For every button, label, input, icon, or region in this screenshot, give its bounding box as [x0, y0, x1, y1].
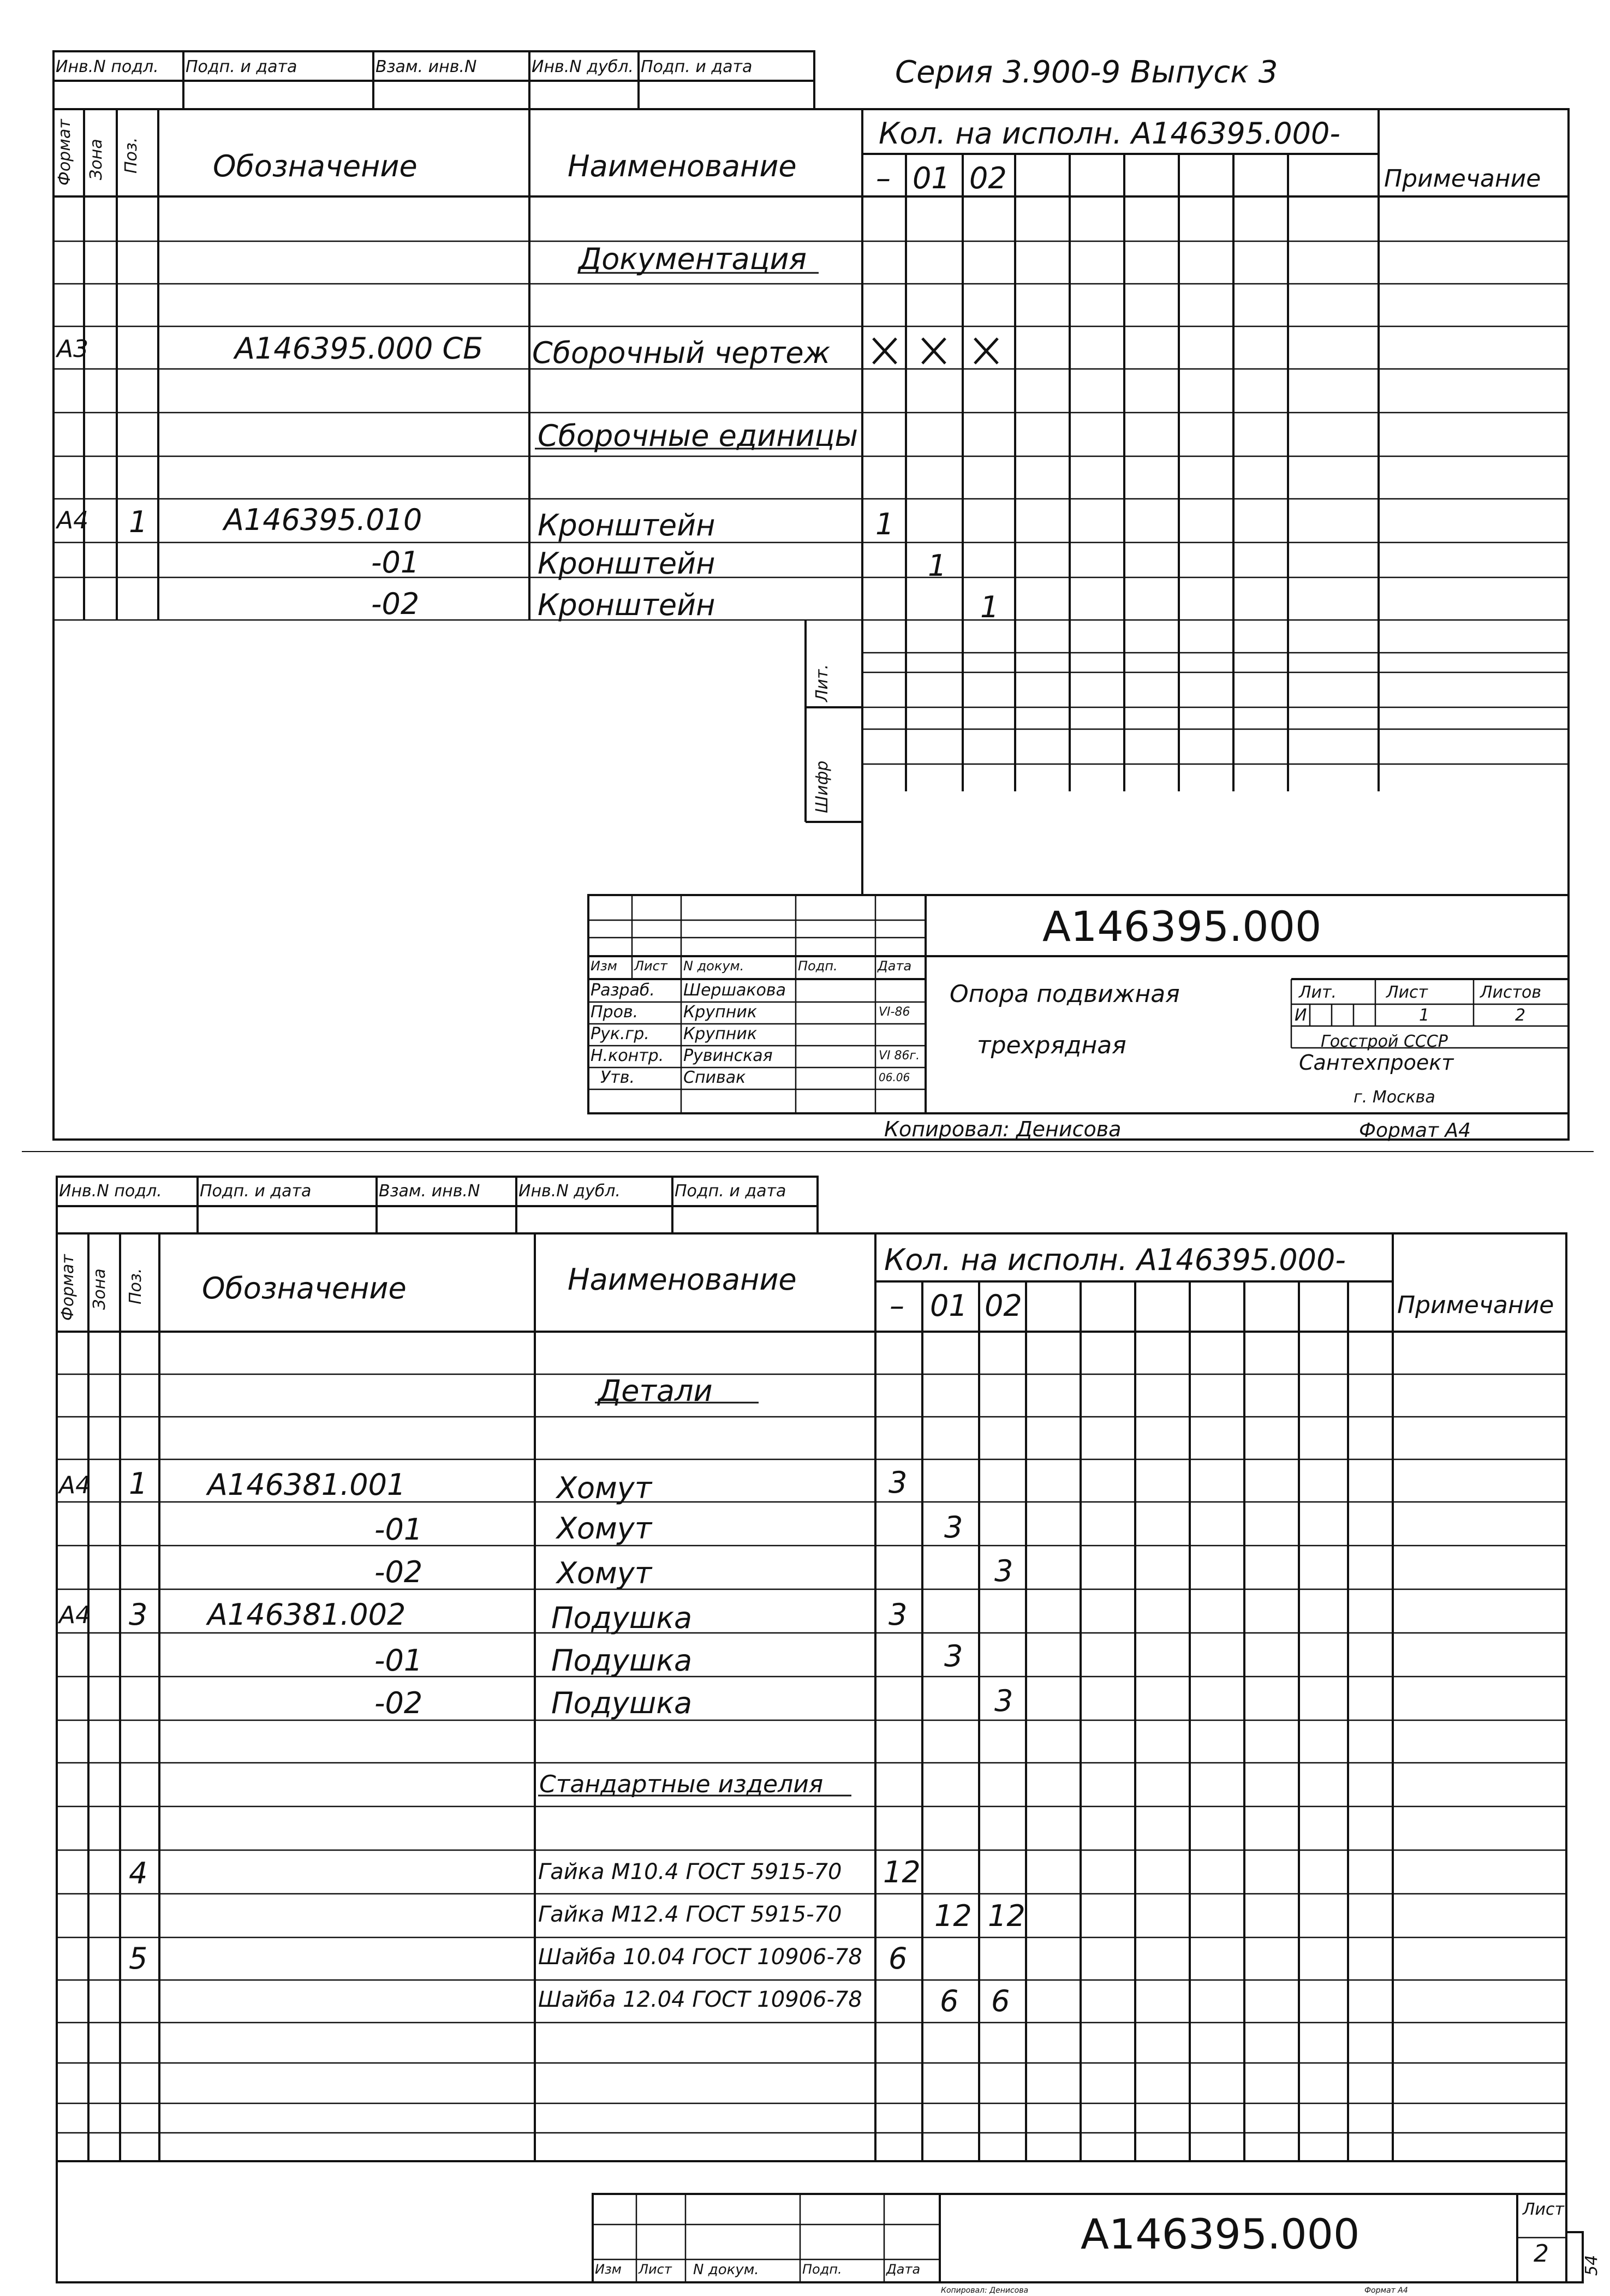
s1-row4-q1: 1: [928, 548, 947, 583]
s1-role-4-date: 06.06: [879, 1071, 910, 1084]
s2-row9-q2: 12: [988, 1899, 1025, 1933]
s2-row9-name: Гайка М12.4 ГОСТ 5915-70: [538, 1902, 842, 1927]
s2-col-date: Дата: [886, 2262, 921, 2277]
s2-header-qty: Кол. на исполн. А146395.000-: [884, 1243, 1346, 1277]
header-zone: Зона: [87, 139, 106, 180]
s2-row9-q1: 12: [934, 1899, 972, 1933]
s2-row0-name: Детали: [598, 1374, 713, 1408]
stamp-sign-date-label: Подп. и дата: [186, 57, 297, 76]
s2-header-qty-1: 01: [930, 1289, 968, 1323]
s2-row6-designation: -02: [374, 1686, 423, 1720]
s2-header-name: Наименование: [568, 1262, 797, 1297]
s1-doc-number: А146395.000: [1042, 902, 1322, 951]
s1-role-4: Утв.: [600, 1068, 635, 1087]
s1-row4-name: Кронштейн: [538, 546, 715, 581]
s1-col-date: Дата: [878, 958, 912, 974]
s2-header-qty-0: –: [890, 1289, 904, 1323]
s2-row5-designation: -01: [374, 1643, 423, 1678]
s1-role-3-name: Рувинская: [683, 1046, 773, 1065]
s1-role-4-name: Спивак: [683, 1068, 746, 1087]
s1-role-0: Разраб.: [591, 981, 655, 1000]
s1-role-3-date: VI 86г.: [879, 1049, 920, 1063]
s1-col-list: Лист: [634, 958, 667, 974]
s2-header-zone: Зона: [90, 1268, 109, 1310]
s1-row4-designation: -01: [371, 545, 420, 580]
s1-format: Формат А4: [1359, 1119, 1471, 1142]
s1-row1-format: А3: [57, 335, 89, 363]
s2-header-format: Формат: [58, 1254, 77, 1321]
series-header: Серия 3.900-9 Выпуск 3: [895, 55, 1278, 90]
stamp2-sign-date2-label: Подп. и дата: [675, 1182, 786, 1201]
s2-row4-q0: 3: [889, 1597, 908, 1632]
s1-row5-q2: 1: [980, 590, 999, 624]
header-qty-2: 02: [969, 161, 1007, 195]
stamp-inv-label: Инв.N подл.: [56, 57, 159, 76]
s1-row0-name: Документация: [579, 242, 807, 276]
s2-header-note: Примечание: [1397, 1291, 1554, 1319]
s1-sheet-value: 1: [1419, 1006, 1430, 1025]
margin-number: 54: [1582, 2255, 1601, 2276]
s2-col-sign: Подп.: [802, 2262, 842, 2277]
s2-row5-q1: 3: [944, 1639, 963, 1673]
s2-row6-name: Подушка: [551, 1686, 693, 1720]
s2-row11-q1: 6: [940, 1984, 959, 2018]
s2-row7-name: Стандартные изделия: [539, 1770, 824, 1798]
s2-row11-name: Шайба 12.04 ГОСТ 10906-78: [538, 1987, 862, 2012]
s1-title-line2: трехрядная: [977, 1031, 1126, 1059]
s2-row10-pos: 5: [129, 1941, 148, 1976]
s2-row8-name: Гайка М10.4 ГОСТ 5915-70: [538, 1859, 842, 1884]
s2-row1-designation: А146381.001: [207, 1468, 406, 1502]
stamp-replace-label: Взам. инв.N: [375, 57, 477, 76]
s1-sheet-label: Лист: [1386, 983, 1428, 1002]
s2-row2-q1: 3: [944, 1510, 963, 1544]
s1-role-0-name: Шершакова: [683, 981, 786, 1000]
header-format: Формат: [55, 119, 74, 186]
sheet1-frame: [53, 109, 1569, 1140]
s1-row1-name: Сборочный чертеж: [532, 336, 831, 370]
s2-row3-name: Хомут: [557, 1556, 652, 1590]
s2-row1-format: А4: [59, 1471, 91, 1499]
s2-row1-name: Хомут: [557, 1471, 652, 1505]
s2-doc-number: А146395.000: [1081, 2210, 1360, 2258]
s2-row8-q0: 12: [883, 1855, 921, 1889]
s2-row2-name: Хомут: [557, 1511, 652, 1546]
s1-row3-designation: А146395.010: [224, 503, 422, 537]
s2-row10-q0: 6: [889, 1941, 908, 1976]
side-stamp-lit: Лит.: [813, 664, 832, 702]
s1-lit-value: И: [1295, 1006, 1307, 1025]
s2-copied: Копировал: Денисова: [941, 2286, 1029, 2295]
stamp-sign-date2-label: Подп. и дата: [641, 57, 753, 76]
s2-sheet-label: Лист: [1523, 2200, 1565, 2219]
s1-sheets-value: 2: [1515, 1006, 1526, 1025]
s1-row3-name: Кронштейн: [538, 508, 715, 542]
header-note: Примечание: [1384, 165, 1541, 193]
s2-row4-designation: А146381.002: [207, 1597, 406, 1632]
s2-col-doc: N докум.: [693, 2262, 759, 2278]
header-qty-1: 01: [913, 161, 950, 195]
s1-row3-format: А4: [57, 506, 89, 534]
header-name: Наименование: [568, 149, 797, 183]
s2-header-qty-2: 02: [985, 1289, 1022, 1323]
s2-header-designation: Обозначение: [202, 1271, 407, 1305]
s1-copied: Копировал: Денисова: [884, 1117, 1122, 1141]
stamp2-inv-label: Инв.N подл.: [59, 1182, 162, 1201]
header-designation: Обозначение: [213, 149, 418, 183]
s2-row1-pos: 1: [129, 1466, 148, 1501]
s2-header-pos: Поз.: [126, 1268, 145, 1304]
s1-row3-pos: 1: [129, 505, 148, 539]
s1-title-line1: Опора подвижная: [950, 980, 1180, 1008]
s1-role-1-name: Крупник: [683, 1003, 757, 1022]
side-stamp-code: Шифр: [813, 760, 832, 813]
s2-row4-format: А4: [59, 1601, 91, 1629]
stamp2-dup-label: Инв.N дубл.: [518, 1182, 621, 1201]
s1-sheets-label: Листов: [1480, 983, 1542, 1002]
s1-role-3: Н.контр.: [591, 1046, 664, 1065]
s1-role-2-name: Крупник: [683, 1024, 757, 1043]
s2-col-izm: Изм: [595, 2262, 622, 2277]
s1-row5-name: Кронштейн: [538, 588, 715, 622]
s2-row11-q2: 6: [991, 1984, 1010, 2018]
s1-col-sign: Подп.: [798, 958, 838, 974]
s1-role-1: Пров.: [591, 1003, 639, 1022]
s1-role-1-date: VI-86: [879, 1005, 910, 1019]
s1-org-line2: Сантехпроект: [1299, 1051, 1454, 1075]
sheet2-frame: [57, 1233, 1566, 2282]
stamp-dup-label: Инв.N дубл.: [532, 57, 634, 76]
s2-row4-name: Подушка: [551, 1601, 693, 1635]
s1-row2-name: Сборочные единицы: [538, 419, 858, 453]
s1-row5-designation: -02: [371, 587, 420, 621]
s2-row1-q0: 3: [889, 1465, 908, 1500]
s1-col-doc: N докум.: [683, 958, 744, 974]
s2-format: Формат А4: [1364, 2286, 1408, 2295]
s1-col-izm: Изм: [591, 958, 617, 974]
s1-org-line3: г. Москва: [1353, 1088, 1435, 1107]
s2-row10-name: Шайба 10.04 ГОСТ 10906-78: [538, 1945, 862, 1970]
s2-row3-designation: -02: [374, 1555, 423, 1589]
stamp2-replace-label: Взам. инв.N: [379, 1182, 480, 1201]
s1-role-2: Рук.гр.: [591, 1024, 649, 1043]
s2-col-list: Лист: [639, 2262, 672, 2277]
s2-row3-q2: 3: [994, 1554, 1013, 1588]
s1-lit-label: Лит.: [1299, 983, 1337, 1002]
s1-row1-designation: А146395.000 СБ: [235, 331, 484, 366]
s1-row3-q0: 1: [875, 507, 895, 541]
header-qty: Кол. на исполн. А146395.000-: [879, 116, 1340, 151]
s2-row2-designation: -01: [374, 1512, 423, 1547]
s2-row5-name: Подушка: [551, 1643, 693, 1678]
s2-row8-pos: 4: [129, 1856, 148, 1891]
s2-row6-q2: 3: [994, 1684, 1013, 1718]
header-pos: Поз.: [122, 137, 141, 174]
s2-sheet-value: 2: [1534, 2240, 1549, 2268]
s2-row4-pos: 3: [129, 1597, 148, 1632]
s1-org-line1: Госстрой СССР: [1321, 1032, 1448, 1051]
stamp2-sign-date-label: Подп. и дата: [200, 1182, 312, 1201]
header-qty-0: –: [876, 161, 891, 195]
